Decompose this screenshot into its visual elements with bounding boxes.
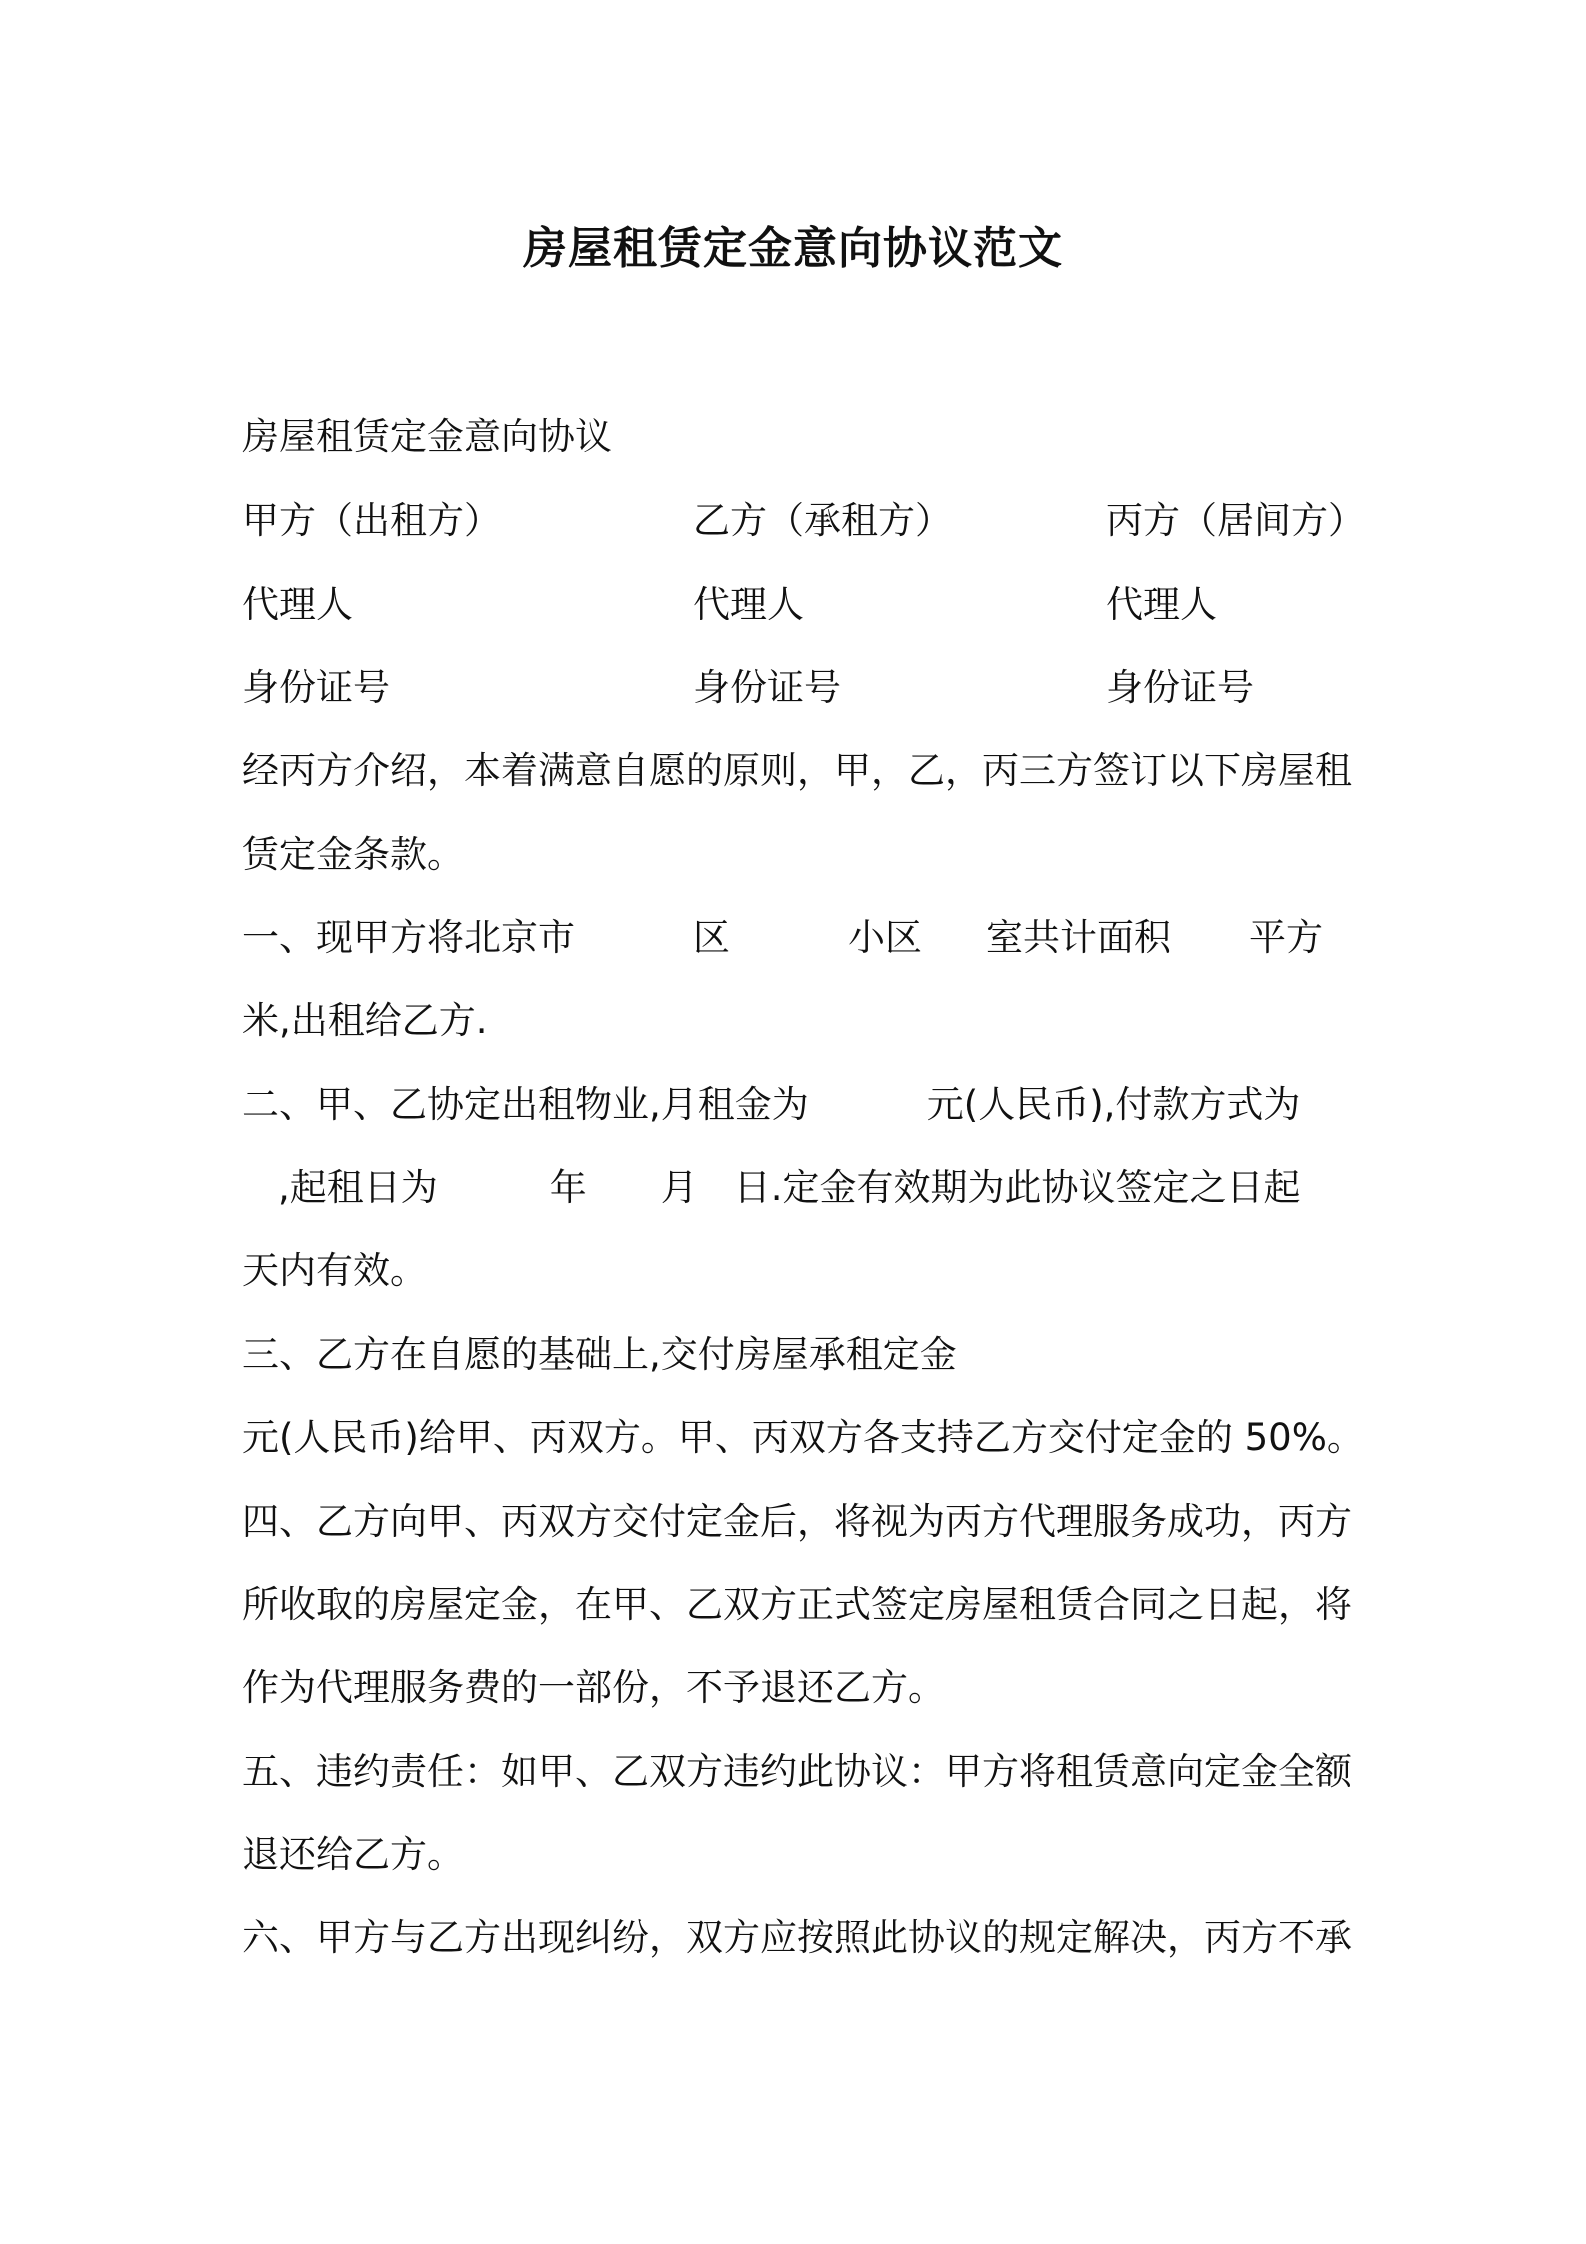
party-b-agent-label: 代理人 — [693, 583, 804, 626]
intro-line-2: 赁定金条款。 — [242, 833, 464, 876]
party-b-id-label: 身份证号 — [693, 666, 841, 709]
clause-5-line-1: 五、违约责任：如甲、乙双方违约此协议：甲方将租赁意向定金全额 — [242, 1750, 1352, 1793]
clause-4-line-3: 作为代理服务费的一部份，不予退还乙方。 — [242, 1666, 945, 1709]
clause-6-line-1: 六、甲方与乙方出现纠纷，双方应按照此协议的规定解决，丙方不承 — [242, 1916, 1352, 1959]
clause-1-part-4: 室共计面积 — [986, 916, 1171, 959]
party-a-label: 甲方（出租方） — [242, 499, 501, 542]
clause-1-part-2: 区 — [693, 916, 730, 959]
party-c-agent-label: 代理人 — [1106, 583, 1217, 626]
clause-1-line-2: 米,出租给乙方. — [242, 999, 488, 1042]
clause-3-line-1: 三、乙方在自愿的基础上,交付房屋承租定金 — [242, 1333, 957, 1376]
clause-2-part-5: 月 — [660, 1166, 698, 1209]
party-a-agent-label: 代理人 — [242, 583, 353, 626]
party-c-id-label: 身份证号 — [1106, 666, 1254, 709]
clause-1-line-1 — [242, 913, 1323, 963]
clause-2-part-6: 日.定金有效期为此协议签定之日起 — [733, 1166, 1301, 1209]
clause-2-part-4: 年 — [549, 1166, 587, 1209]
clause-2-part-2: 元(人民币),付款方式为 — [926, 1083, 1301, 1126]
clause-2-part-3: ,起租日为 — [278, 1166, 438, 1209]
party-b-label: 乙方（承租方） — [693, 499, 952, 542]
clause-1-part-1: 一、现甲方将北京市 — [242, 916, 575, 959]
clause-2-part-1: 二、甲、乙协定出租物业,月租金为 — [242, 1083, 809, 1126]
agreement-subtitle: 房屋租赁定金意向协议 — [242, 415, 612, 458]
clause-1-part-5: 平方 — [1249, 916, 1323, 959]
clause-3-line-2: 元(人民币)给甲、丙双方。甲、丙双方各支持乙方交付定金的 50%。 — [242, 1416, 1364, 1459]
intro-line-1: 经丙方介绍，本着满意自愿的原则，甲，乙，丙三方签订以下房屋租 — [242, 749, 1352, 792]
clause-4-line-2: 所收取的房屋定金，在甲、乙双方正式签定房屋租赁合同之日起，将 — [242, 1583, 1352, 1626]
clause-1-part-3: 小区 — [848, 916, 922, 959]
clause-5-line-2: 退还给乙方。 — [242, 1833, 464, 1876]
party-c-label: 丙方（居间方） — [1106, 499, 1365, 542]
clause-2-line-2 — [278, 1163, 1301, 1213]
clause-2-line-1 — [242, 1080, 1300, 1130]
clause-2-line-3: 天内有效。 — [242, 1249, 427, 1292]
party-a-id-label: 身份证号 — [242, 666, 390, 709]
clause-4-line-1: 四、乙方向甲、丙双方交付定金后，将视为丙方代理服务成功，丙方 — [242, 1500, 1352, 1543]
document-title: 房屋租赁定金意向协议范文 — [523, 223, 1063, 274]
